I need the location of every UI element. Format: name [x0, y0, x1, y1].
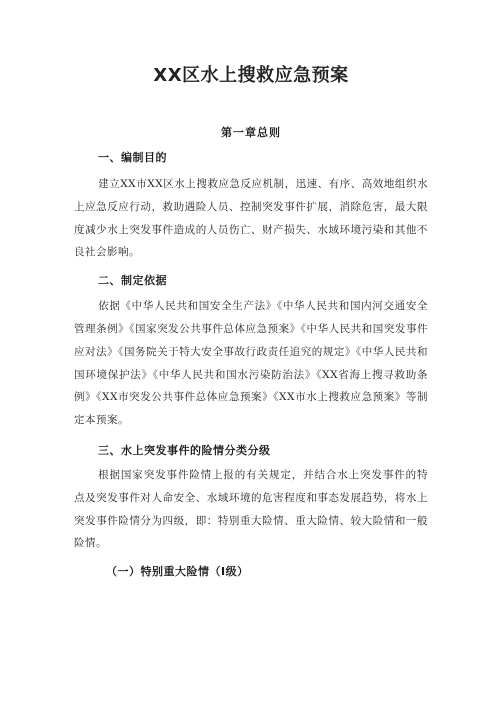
section-paragraph-purpose: 建立XX市XX区水上搜救应急反应机制，迅速、有序、高效地组织水上应急反应行动，救助遇险人员、控制突发事件扩展，消除危害，最大限度减少水上突发事件造成的人员伤亡、财产损失、水域环境污染和其他不良社会影响。	[74, 178, 428, 259]
section-paragraph-classification: 根据国家突发事件险情上报的有关规定，并结合水上突发事件的特点及突发事件对人命安全、水域环境的危害程度和事态发展趋势，将水上突发事件险情分为四级，即：特别重大险情、重大险情、较大险情和一般险情。	[74, 468, 428, 550]
section-heading-purpose: 一、编制目的	[98, 151, 167, 164]
chapter-title: 第一章总则	[221, 126, 281, 139]
subheading-level-one: （一）特别重大险情（Ⅰ级）	[106, 565, 249, 579]
section-paragraph-basis: 依据《中华人民共和国安全生产法》《中华人民共和国内河交通安全管理条例》《国家突发公共事件总体应急预案》《中华人民共和国突发事件应对法》《国务院关于特大安全事故行政责任追究的规定》《中华人民共和国环境保护法》《中华人民共和国水污染防治法》《XX省海上搜寻救助条例》《XX市突发公共事件总体应急预案》《XX市水上搜救应急预案》等制定本预案。	[74, 300, 428, 427]
section-heading-classification: 三、水上突发事件的险情分类分级	[98, 443, 271, 457]
section-heading-basis: 二、制定依据	[98, 274, 167, 288]
document-title: XX区水上搜救应急预案	[153, 65, 349, 86]
